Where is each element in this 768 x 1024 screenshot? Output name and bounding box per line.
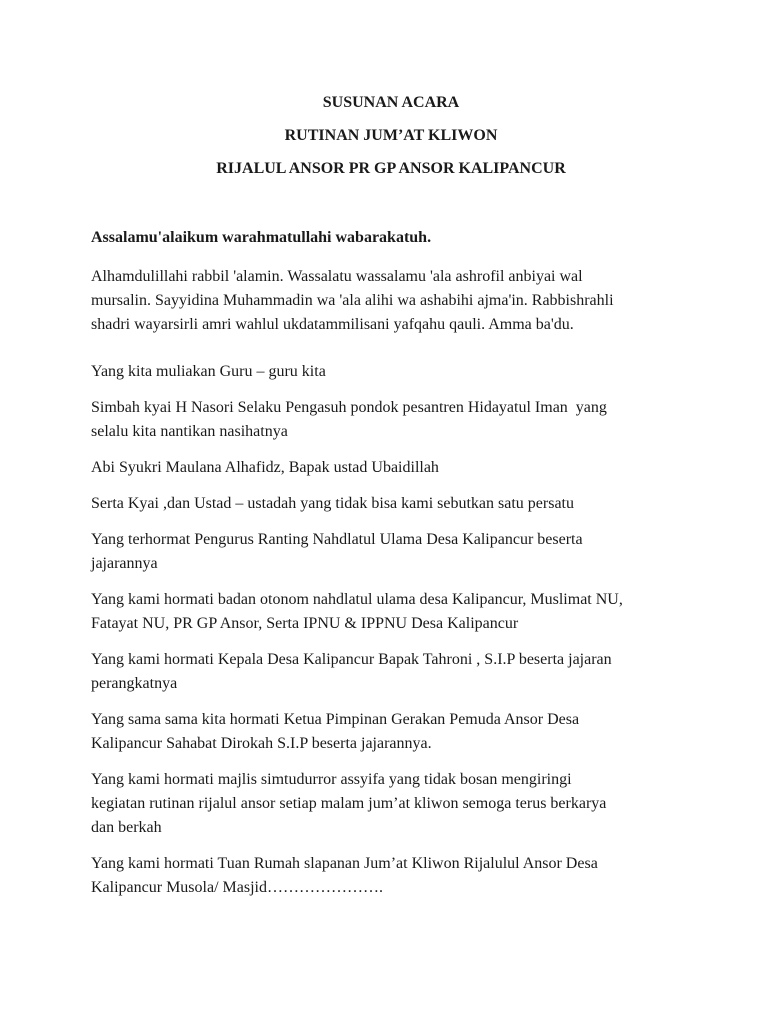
address-paragraph: Serta Kyai ,dan Ustad – ustadah yang tidak bisa kami sebutkan satu persatu <box>91 495 574 512</box>
document-subtitle: RUTINAN JUM’AT KLIWON <box>284 127 498 144</box>
document-organization: RIJALUL ANSOR PR GP ANSOR KALIPANCUR <box>216 160 566 177</box>
document-page <box>91 93 691 900</box>
address-paragraph: Abi Syukri Maulana Alhafidz, Bapak ustad Ubaidillah <box>91 459 439 476</box>
address-paragraph: Yang kami hormati majlis simtudurror assyifa yang tidak bosan mengiringi kegiatan rutinan rijalul ansor setiap malam jum’at kliwon semoga terus berkarya dan berkah <box>91 771 607 836</box>
address-paragraph: Yang terhormat Pengurus Ranting Nahdlatul Ulama Desa Kalipancur beserta jajarannya <box>91 531 583 572</box>
address-paragraph: Simbah kyai H Nasori Selaku Pengasuh pondok pesantren Hidayatul Iman yang selalu kita nantikan nasihatnya <box>91 399 607 440</box>
opening-prayer: Alhamdulillahi rabbil 'alamin. Wassalatu wassalamu 'ala ashrofil anbiyai wal mursalin. Sayyidina Muhammadin wa 'ala alihi wa ashabihi ajma'in. Rabbishrahli shadri wayarsirli amri wahlul ukdatammilisani yafqahu qauli. Amma ba'du. <box>91 268 614 333</box>
address-paragraph: Yang kami hormati Tuan Rumah slapanan Jum’at Kliwon Rijalulul Ansor Desa Kalipancur Musola/ Masjid…………………. <box>91 855 598 896</box>
address-paragraph: Yang sama sama kita hormati Ketua Pimpinan Gerakan Pemuda Ansor Desa Kalipancur Sahabat Dirokah S.I.P beserta jajarannya. <box>91 711 580 752</box>
document-title: SUSUNAN ACARA <box>322 94 460 111</box>
address-paragraph: Yang kita muliakan Guru – guru kita <box>91 363 326 380</box>
address-paragraph: Yang kami hormati Kepala Desa Kalipancur Bapak Tahroni , S.I.P beserta jajaran perangkatnya <box>91 651 612 692</box>
address-paragraph: Yang kami hormati badan otonom nahdlatul ulama desa Kalipancur, Muslimat NU, Fatayat NU, PR GP Ansor, Serta IPNU & IPPNU Desa Kalipancur <box>91 591 623 632</box>
greeting-salutation: Assalamu'alaikum warahmatullahi wabarakatuh. <box>91 229 432 246</box>
